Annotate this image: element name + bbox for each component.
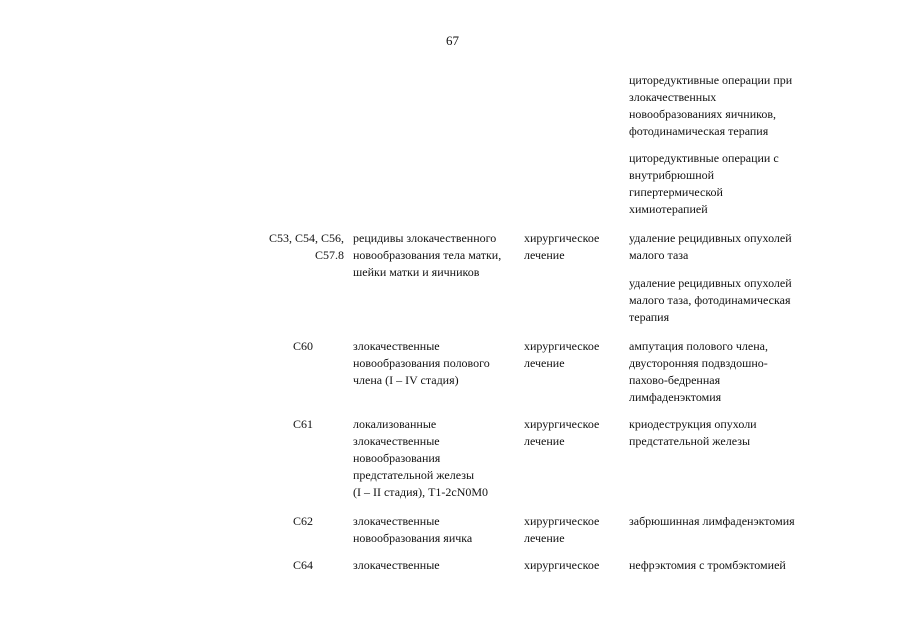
page-number: 67 bbox=[446, 33, 459, 48]
diagnosis-description: злокачественные новообразования полового члена (I – IV стадия) bbox=[353, 339, 490, 387]
diagnosis-code: C61 bbox=[292, 417, 313, 431]
method-text: удаление рецидивных опухолей малого таза, фотодинамическая терапия bbox=[629, 276, 792, 324]
method-text: удаление рецидивных опухолей малого таза bbox=[629, 231, 792, 262]
diagnosis-code: C62 bbox=[292, 514, 313, 528]
treatment-type: хирургическое лечение bbox=[524, 514, 600, 545]
method-text: криодеструкция опухоли предстательной железы bbox=[629, 417, 757, 448]
diagnosis-code: C53, C54, C56, C57.8 bbox=[268, 231, 344, 262]
diagnosis-description: локализованные злокачественные новообразования предстательной железы (I – II стадия), T1-2cN0M0 bbox=[353, 417, 489, 499]
treatment-type: хирургическое лечение bbox=[524, 231, 600, 262]
treatment-type: хирургическое bbox=[524, 558, 600, 572]
diagnosis-description: злокачественные новообразования яичка bbox=[353, 514, 473, 545]
treatment-type: хирургическое лечение bbox=[524, 417, 600, 448]
method-text: забрюшинная лимфаденэктомия bbox=[629, 514, 795, 528]
method-text: циторедуктивные операции с внутрибрюшной гипертермической химиотерапией bbox=[629, 151, 779, 216]
diagnosis-description: злокачественные bbox=[353, 558, 440, 572]
method-text: циторедуктивные операции при злокачественных новообразованиях яичников, фотодинамическая терапия bbox=[629, 73, 793, 138]
treatment-type: хирургическое лечение bbox=[524, 339, 600, 370]
method-text: нефрэктомия с тромбэктомией bbox=[629, 558, 786, 572]
diagnosis-code: C64 bbox=[292, 558, 313, 572]
method-text: ампутация полового члена, двусторонняя подвздошно- пахово-бедренная лимфаденэктомия bbox=[629, 339, 768, 404]
diagnosis-code: C60 bbox=[292, 339, 313, 353]
diagnosis-description: рецидивы злокачественного новообразования тела матки, шейки матки и яичников bbox=[353, 231, 502, 279]
